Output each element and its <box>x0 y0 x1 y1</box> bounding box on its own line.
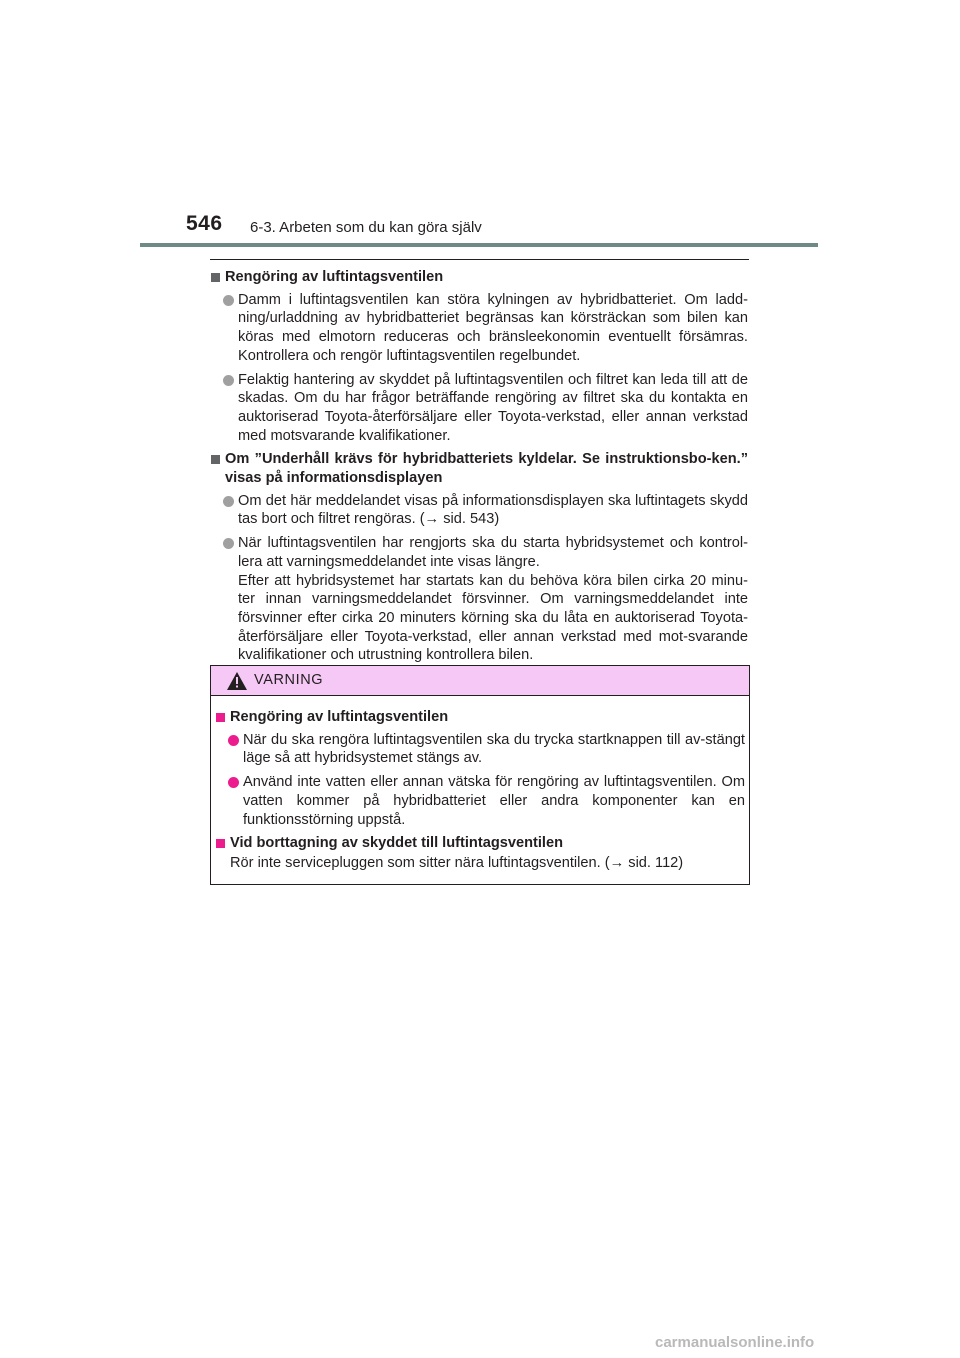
circle-bullet-icon <box>228 777 239 788</box>
warning-section-title: Rengöring av luftintagsventilen <box>230 709 449 725</box>
warning-label: VARNING <box>254 672 324 688</box>
circle-bullet-icon <box>223 538 234 549</box>
section-title: Rengöring av luftintagsventilen <box>225 269 444 285</box>
warning-item-text: När du ska rengöra luftintagsventilen ska du trycka startknappen till av-stängt läge så att hybridsystemet stängs av. <box>243 731 745 767</box>
warning-section-heading <box>215 708 745 727</box>
list-item <box>210 492 748 529</box>
section-heading <box>210 450 748 487</box>
chapter-title: 6-3. Arbeten som du kan göra själv <box>250 219 482 236</box>
page-header <box>0 0 960 250</box>
warning-section-text: Rör inte servicepluggen som sitter nära luftintagsventilen. (→ sid. 112) <box>230 854 684 871</box>
page-number: 546 <box>186 212 223 235</box>
watermark: carmanualsonline.info <box>655 1334 815 1351</box>
item-text: Damm i luftintagsventilen kan störa kylningen av hybridbatteriet. Om ladd-ning/urladdning av hybridbatteriet begränsas kan körsträckan som bilen kan köras med elmotorn reduceras och bränsleekonomin eventuellt försämras. Kontrollera och rengör luftintagsventilen regelbundet. <box>238 291 748 364</box>
item-text: Felaktig hantering av skyddet på luftintagsventilen och filtret kan leda till att de skadas. Om du har frågor beträffande rengöring av filtret ska du kontakta en auktoriserad Toyota-återförsäljare eller Toyota-verkstad, eller annan verkstad med motsvarande kvalifikationer. <box>238 371 748 444</box>
square-bullet-icon <box>216 713 225 722</box>
list-item <box>210 371 748 446</box>
list-item <box>210 534 748 665</box>
square-bullet-icon <box>211 273 220 282</box>
item-text: Om det här meddelandet visas på informationsdisplayen ska luftintagets skydd tas bort och filtret rengöras. (→ sid. 543) <box>238 492 748 528</box>
warning-header <box>211 666 749 696</box>
item-text: När luftintagsventilen har rengjorts ska du starta hybridsystemet och kontrol-lera att varningsmeddelandet inte visas längre. <box>238 535 748 570</box>
main-content <box>210 268 748 670</box>
warning-section-title: Vid borttagning av skyddet till luftintagsventilen <box>230 835 563 852</box>
warning-section-heading <box>215 834 745 853</box>
warning-list-item <box>215 731 745 768</box>
circle-bullet-icon <box>223 375 234 386</box>
warning-list-item <box>215 773 745 829</box>
header-bar <box>140 243 818 247</box>
warning-item-text: Använd inte vatten eller annan vätska för rengöring av luftintagsventilen. Om vatten kommer på hybridbatteriet eller andra komponenter kan en funktionsstörning uppstå. <box>243 774 745 828</box>
section-title: Om ”Underhåll krävs för hybridbatteriets kyldelar. Se instruktionsbo-ken.” visas på informationsdisplayen <box>225 451 748 487</box>
circle-bullet-icon <box>223 496 234 507</box>
square-bullet-icon <box>216 839 225 848</box>
list-item <box>210 291 748 366</box>
item-text-continued: Efter att hybridsystemet har startats kan du behöva köra bilen cirka 20 minu-ter innan varningsmeddelandet försvinner. Om varningsmeddelandet inte försvinner efter cirka 20 minuters körning ska du låta en auktoriserad Toyota-återförsäljare eller Toyota-verkstad, eller annan verkstad med mot-svarande kvalifikationer och utrustning kontrollera bilen. <box>238 572 748 664</box>
circle-bullet-icon <box>228 735 239 746</box>
section-heading <box>210 268 748 287</box>
content-top-rule <box>210 259 749 260</box>
warning-box <box>210 665 750 885</box>
square-bullet-icon <box>211 455 220 464</box>
warning-body <box>215 708 745 873</box>
circle-bullet-icon <box>223 295 234 306</box>
warning-triangle-icon <box>227 672 247 690</box>
